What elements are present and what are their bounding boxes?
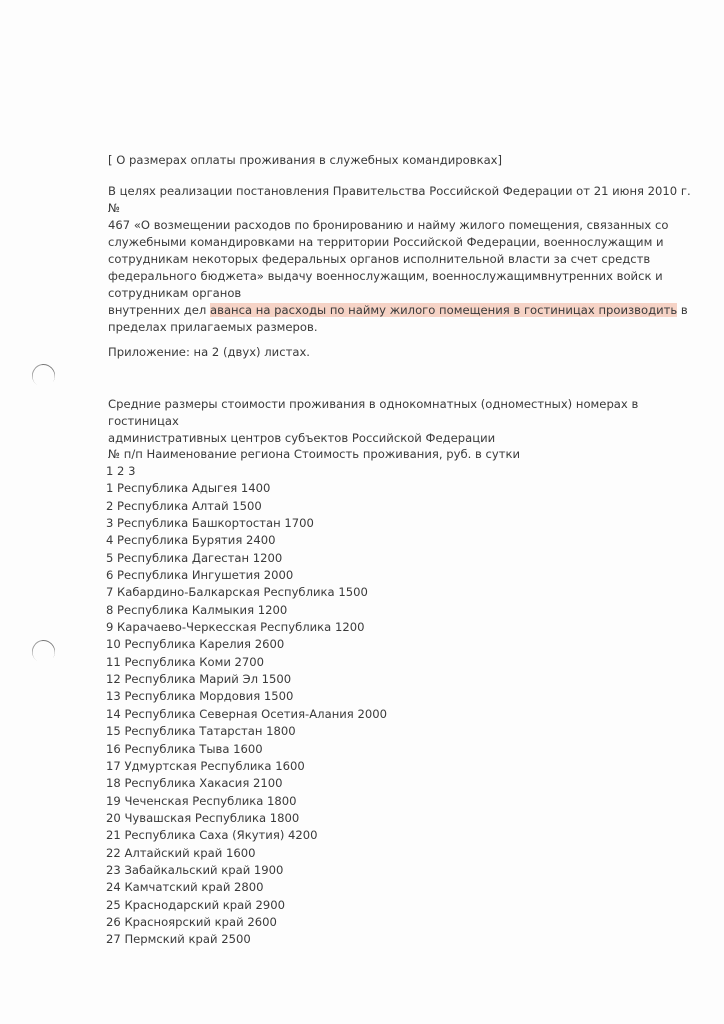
table-row: 14 Республика Северная Осетия-Алания 2000 — [106, 706, 387, 721]
paragraph-line: федерального бюджета» выдачу военнослужащим, военнослужащимвнутренних войск и — [108, 269, 663, 283]
region-list — [106, 463, 706, 949]
paragraph-line: В целях реализации постановления Правительства Российской Федерации от 21 июня 2010 г. № — [108, 184, 691, 215]
heading-line: административных центров субъектов Российской Федерации — [108, 431, 496, 445]
highlighted-text: аванса на расходы по найму жилого помещения в гостиницах производить — [210, 303, 678, 317]
paragraph-line — [108, 302, 704, 319]
table-row: 6 Республика Ингушетия 2000 — [106, 568, 294, 583]
table-row: 19 Чеченская Республика 1800 — [106, 793, 297, 808]
table-row: 22 Алтайский край 1600 — [106, 845, 256, 860]
table-row: 4 Республика Бурятия 2400 — [106, 533, 276, 548]
table-row: 3 Республика Башкортостан 1700 — [106, 516, 314, 531]
table-row: 27 Пермский край 2500 — [106, 932, 251, 947]
heading-line: Средние размеры стоимости проживания в однокомнатных (одноместных) номерах в гостиницах — [108, 397, 639, 428]
paragraph-line: 467 «О возмещении расходов по бронированию и найму жилого помещения, связанных со — [108, 218, 669, 232]
text-segment: в — [677, 303, 688, 317]
table-row: 5 Республика Дагестан 1200 — [106, 550, 283, 565]
appendix-note: Приложение: на 2 (двух) листах. — [108, 345, 310, 359]
table-row: 10 Республика Карелия 2600 — [106, 637, 285, 652]
table-row: 23 Забайкальский край 1900 — [106, 862, 284, 877]
table-row: 17 Удмуртская Республика 1600 — [106, 758, 305, 773]
table-row: 25 Краснодарский край 2900 — [106, 897, 285, 912]
table-row: 26 Красноярский край 2600 — [106, 914, 277, 929]
punch-hole-mark — [27, 635, 59, 667]
table-row: 11 Республика Коми 2700 — [106, 654, 265, 669]
table-header: № п/п Наименование региона Стоимость проживания, руб. в сутки — [108, 447, 521, 461]
table-row: 7 Кабардино-Балкарская Республика 1500 — [106, 585, 368, 600]
table-row: 21 Республика Саха (Якутия) 4200 — [106, 828, 318, 843]
table-row: 9 Карачаево-Черкесская Республика 1200 — [106, 620, 365, 635]
table-row: 13 Республика Мордовия 1500 — [106, 689, 294, 704]
table-row: 12 Республика Марий Эл 1500 — [106, 672, 292, 687]
paragraph-line: сотрудникам некоторых федеральных органов исполнительной власти за счет средств — [108, 252, 651, 266]
table-row: 8 Республика Калмыкия 1200 — [106, 602, 288, 617]
table-row: 2 Республика Алтай 1500 — [106, 498, 262, 513]
paragraph-line: пределах прилагаемых размеров. — [108, 320, 318, 334]
body-paragraph — [108, 183, 704, 336]
table-row: 16 Республика Тыва 1600 — [106, 741, 263, 756]
table-row: 24 Камчатский край 2800 — [106, 880, 264, 895]
table-row: 20 Чувашская Республика 1800 — [106, 810, 300, 825]
paragraph-line: сотрудникам органов — [108, 286, 242, 300]
column-numbers: 1 2 3 — [106, 464, 136, 478]
document-title: [ О размерах оплаты проживания в служебных командировках] — [108, 153, 503, 167]
paragraph-line: служебными командировками на территории Российской Федерации, военнослужащим и — [108, 235, 664, 249]
punch-hole-mark — [27, 359, 59, 391]
text-segment: внутренних дел — [108, 303, 211, 317]
table-row: 18 Республика Хакасия 2100 — [106, 776, 283, 791]
table-row: 15 Республика Татарстан 1800 — [106, 724, 296, 739]
table-heading — [108, 396, 708, 447]
table-row: 1 Республика Адыгея 1400 — [106, 481, 271, 496]
